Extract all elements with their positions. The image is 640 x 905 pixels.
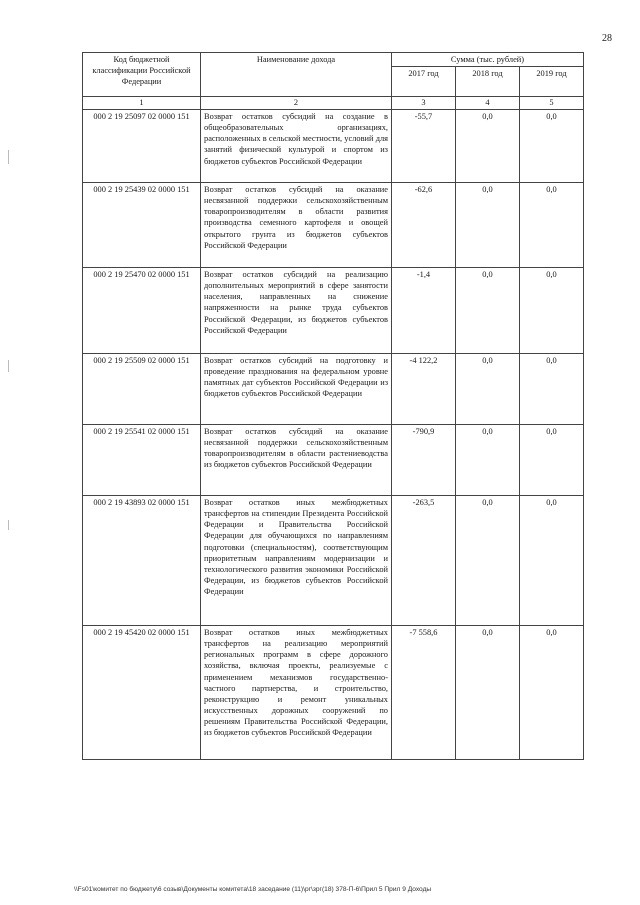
table-row (83, 182, 584, 267)
value-2019: 0,0 (520, 424, 584, 495)
column-number: 2 (201, 97, 392, 110)
page-number: 28 (602, 33, 612, 44)
value-2017: -55,7 (392, 109, 456, 182)
value-2018: 0,0 (456, 109, 520, 182)
table-row (83, 109, 584, 182)
header-year-2017: 2017 год (392, 67, 456, 97)
revenue-name: Возврат остатков субсидий на реализацию дополнительных мероприятий в сфере занятости населения, направленных на снижение напряженности на рынке труда субъектов Российской Федерации, из бюджетов субъектов Российской Федерации (201, 267, 392, 353)
value-2017: -263,5 (392, 495, 456, 625)
header-name: Наименование дохода (201, 53, 392, 97)
revenue-name: Возврат остатков субсидий на создание в общеобразовательных организациях, расположенных в сельской местности, условий для занятий физической культурой и спортом из бюджетов субъектов Российской Федерации (201, 109, 392, 182)
value-2019: 0,0 (520, 353, 584, 424)
margin-mark (8, 150, 9, 164)
revenue-name: Возврат остатков субсидий на подготовку и проведение празднования на федеральном уровне памятных дат субъектов Российской Федерации из бюджетов субъектов Российской Федерации (201, 353, 392, 424)
revenue-name: Возврат остатков иных межбюджетных трансфертов на стипендии Президента Российской Федерации и Правительства Российской Федерации для обучающихся по направлениям подготовки (специальностям), соответствующим приоритетным направлениям модернизации и технологического развития экономики Российской Федерации, из бюджетов субъектов Российской Федерации (201, 495, 392, 625)
budget-code: 000 2 19 45420 02 0000 151 (83, 625, 201, 759)
budget-code: 000 2 19 25509 02 0000 151 (83, 353, 201, 424)
value-2018: 0,0 (456, 353, 520, 424)
table-row (83, 267, 584, 353)
revenue-table (82, 52, 584, 760)
value-2017: -790,9 (392, 424, 456, 495)
budget-code: 000 2 19 25439 02 0000 151 (83, 182, 201, 267)
budget-code: 000 2 19 25470 02 0000 151 (83, 267, 201, 353)
header-year-2019: 2019 год (520, 67, 584, 97)
header-code: Код бюджетной классификации Российской Федерации (83, 53, 201, 97)
table-row (83, 495, 584, 625)
budget-code: 000 2 19 43893 02 0000 151 (83, 495, 201, 625)
budget-code: 000 2 19 25097 02 0000 151 (83, 109, 201, 182)
budget-code: 000 2 19 25541 02 0000 151 (83, 424, 201, 495)
value-2018: 0,0 (456, 267, 520, 353)
column-number: 3 (392, 97, 456, 110)
value-2018: 0,0 (456, 495, 520, 625)
header-sum: Сумма (тыс. рублей) (392, 53, 584, 67)
value-2017: -1,4 (392, 267, 456, 353)
value-2017: -62,6 (392, 182, 456, 267)
footer-file-path: \\Fs01\комитет по бюджету\6 созыв\Документы комитета\18 заседание (11)\рг\зрг(18) 378-П-6\Прил 5 Прил 9 Доходы (74, 886, 432, 893)
value-2019: 0,0 (520, 182, 584, 267)
column-number: 4 (456, 97, 520, 110)
table-row (83, 424, 584, 495)
value-2019: 0,0 (520, 495, 584, 625)
revenue-name: Возврат остатков иных межбюджетных трансфертов на реализацию мероприятий региональных программ в сфере дорожного хозяйства, включая проекты, реализуемые с применением механизмов государственно-частного партнерства, и строительство, реконструкцию и ремонт уникальных искусственных дорожных сооружений по решениям Правительства Российской Федерации, из бюджетов субъектов Российской Федерации (201, 625, 392, 759)
margin-mark (8, 520, 9, 530)
value-2017: -7 558,6 (392, 625, 456, 759)
value-2019: 0,0 (520, 625, 584, 759)
value-2018: 0,0 (456, 625, 520, 759)
column-number: 5 (520, 97, 584, 110)
value-2018: 0,0 (456, 424, 520, 495)
value-2017: -4 122,2 (392, 353, 456, 424)
table-row (83, 353, 584, 424)
value-2019: 0,0 (520, 109, 584, 182)
revenue-name: Возврат остатков субсидий на оказание несвязанной поддержки сельскохозяйственным товаропроизводителям в области растениеводства из бюджетов субъектов Российской Федерации (201, 424, 392, 495)
table-row (83, 625, 584, 759)
margin-mark (8, 360, 9, 372)
column-number: 1 (83, 97, 201, 110)
revenue-name: Возврат остатков субсидий на оказание несвязанной поддержки сельскохозяйственным товаропроизводителям в области развития производства семенного картофеля и овощей открытого грунта из бюджетов субъектов Российской Федерации (201, 182, 392, 267)
value-2018: 0,0 (456, 182, 520, 267)
header-year-2018: 2018 год (456, 67, 520, 97)
value-2019: 0,0 (520, 267, 584, 353)
